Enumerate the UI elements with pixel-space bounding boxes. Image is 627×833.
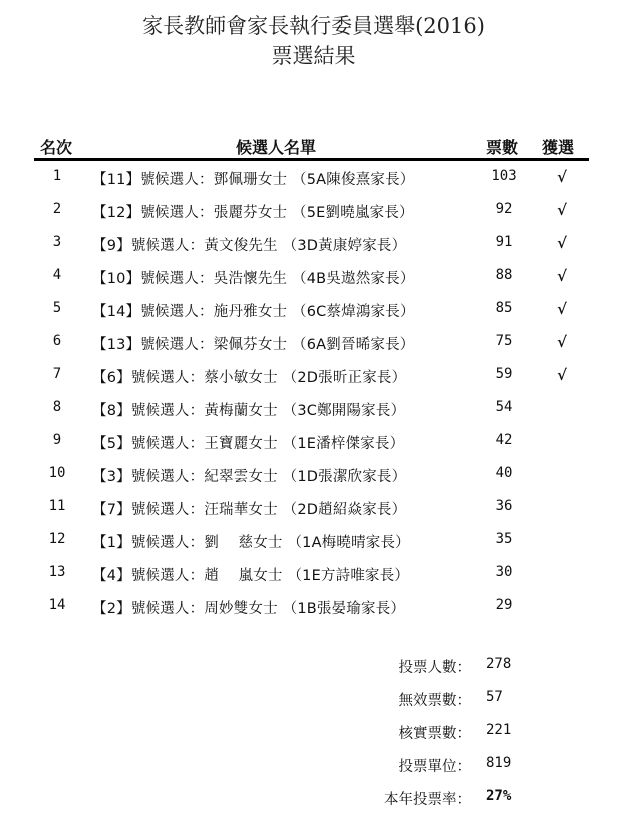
summary-label: 投票單位： <box>398 759 471 775</box>
elected-mark: √ <box>557 333 567 351</box>
elected-mark: √ <box>557 300 567 318</box>
summary-line <box>0 784 627 814</box>
votes-cell: 85 <box>495 300 513 316</box>
votes-cell: 59 <box>495 366 513 382</box>
rank-cell: 13 <box>48 564 66 580</box>
header-rank: 名次 <box>40 138 73 157</box>
rank-cell: 10 <box>48 465 66 481</box>
rank-cell: 11 <box>48 498 66 514</box>
candidate-cell: 【4】號候選人：趙 嵐女士 （1E方詩唯家長） <box>92 568 410 584</box>
candidate-cell: 【1】號候選人：劉 慈女士 （1A梅曉晴家長） <box>92 535 410 551</box>
votes-cell: 36 <box>495 498 513 514</box>
summary-value: 819 <box>486 755 512 771</box>
elected-mark: √ <box>557 267 567 285</box>
header-candidates: 候選人名單 <box>236 138 317 157</box>
table-row <box>0 293 627 326</box>
candidate-cell: 【13】號候選人：梁佩芬女士 （6A劉晉晞家長） <box>92 337 415 353</box>
table-row <box>0 260 627 293</box>
candidate-cell: 【12】號候選人：張麗芬女士 （5E劉曉嵐家長） <box>92 205 414 221</box>
rank-cell: 8 <box>52 399 62 415</box>
summary-value: 278 <box>486 656 512 672</box>
rank-cell: 6 <box>52 333 62 349</box>
votes-cell: 54 <box>495 399 513 415</box>
candidate-cell: 【2】號候選人：周妙雙女士 （1B張晏瑜家長） <box>92 601 406 617</box>
table-row <box>0 557 627 590</box>
document-title: 家長教師會家長執行委員選舉(2016) <box>142 14 485 38</box>
rank-cell: 4 <box>52 267 62 283</box>
header-votes: 票數 <box>486 138 519 157</box>
candidate-cell: 【9】號候選人：黃文俊先生 （3D黃康婷家長） <box>92 238 407 254</box>
summary-value: 57 <box>486 689 503 705</box>
votes-cell: 103 <box>491 168 517 184</box>
document-subtitle: 票選結果 <box>271 44 356 68</box>
candidate-cell: 【5】號候選人：王寶麗女士 （1E潘梓傑家長） <box>92 436 405 452</box>
elected-mark: √ <box>557 366 567 384</box>
votes-cell: 92 <box>495 201 513 217</box>
votes-cell: 35 <box>495 531 513 547</box>
rank-cell: 9 <box>52 432 62 448</box>
votes-cell: 42 <box>495 432 513 448</box>
candidate-cell: 【7】號候選人：汪瑞華女士 （2D趙紹焱家長） <box>92 502 407 518</box>
summary-line <box>0 718 627 748</box>
summary-label: 本年投票率： <box>384 792 471 808</box>
rank-cell: 7 <box>52 366 62 382</box>
rank-cell: 12 <box>48 531 66 547</box>
table-row <box>0 590 627 623</box>
table-row <box>0 491 627 524</box>
table-row <box>0 425 627 458</box>
rank-cell: 3 <box>52 234 62 250</box>
summary-label: 無效票數： <box>398 693 471 709</box>
table-row <box>0 458 627 491</box>
rank-cell: 14 <box>48 597 66 613</box>
candidate-cell: 【3】號候選人：紀翠雲女士 （1D張潔欣家長） <box>92 469 407 485</box>
votes-cell: 75 <box>495 333 513 349</box>
votes-cell: 29 <box>495 597 513 613</box>
table-row <box>0 524 627 557</box>
table-row <box>0 359 627 392</box>
summary-line <box>0 685 627 715</box>
candidate-cell: 【11】號候選人：鄧佩珊女士 （5A陳俊熹家長） <box>92 172 415 188</box>
votes-cell: 91 <box>495 234 513 250</box>
summary-line <box>0 652 627 682</box>
candidate-cell: 【6】號候選人：蔡小敏女士 （2D張昕正家長） <box>92 370 407 386</box>
summary-line <box>0 751 627 781</box>
rank-cell: 5 <box>52 300 62 316</box>
table-row <box>0 392 627 425</box>
votes-cell: 30 <box>495 564 513 580</box>
votes-cell: 40 <box>495 465 513 481</box>
elected-mark: √ <box>557 201 567 219</box>
header-elected: 獲選 <box>542 138 575 157</box>
summary-value: 221 <box>486 722 512 738</box>
table-row <box>0 227 627 260</box>
rank-cell: 2 <box>52 201 62 217</box>
candidate-cell: 【8】號候選人：黃梅蘭女士 （3C鄭開陽家長） <box>92 403 406 419</box>
table-row <box>0 326 627 359</box>
rank-cell: 1 <box>52 168 62 184</box>
candidate-cell: 【10】號候選人：吳浩懷先生 （4B吳遨然家長） <box>92 271 415 287</box>
votes-cell: 88 <box>495 267 513 283</box>
summary-label: 核實票數： <box>398 726 471 742</box>
table-row <box>0 194 627 227</box>
summary-label: 投票人數： <box>398 660 471 676</box>
table-row <box>0 161 627 194</box>
candidate-cell: 【14】號候選人：施丹雅女士 （6C蔡煒鴻家長） <box>92 304 415 320</box>
summary-value: 27% <box>486 788 512 804</box>
elected-mark: √ <box>557 234 567 252</box>
elected-mark: √ <box>557 168 567 186</box>
